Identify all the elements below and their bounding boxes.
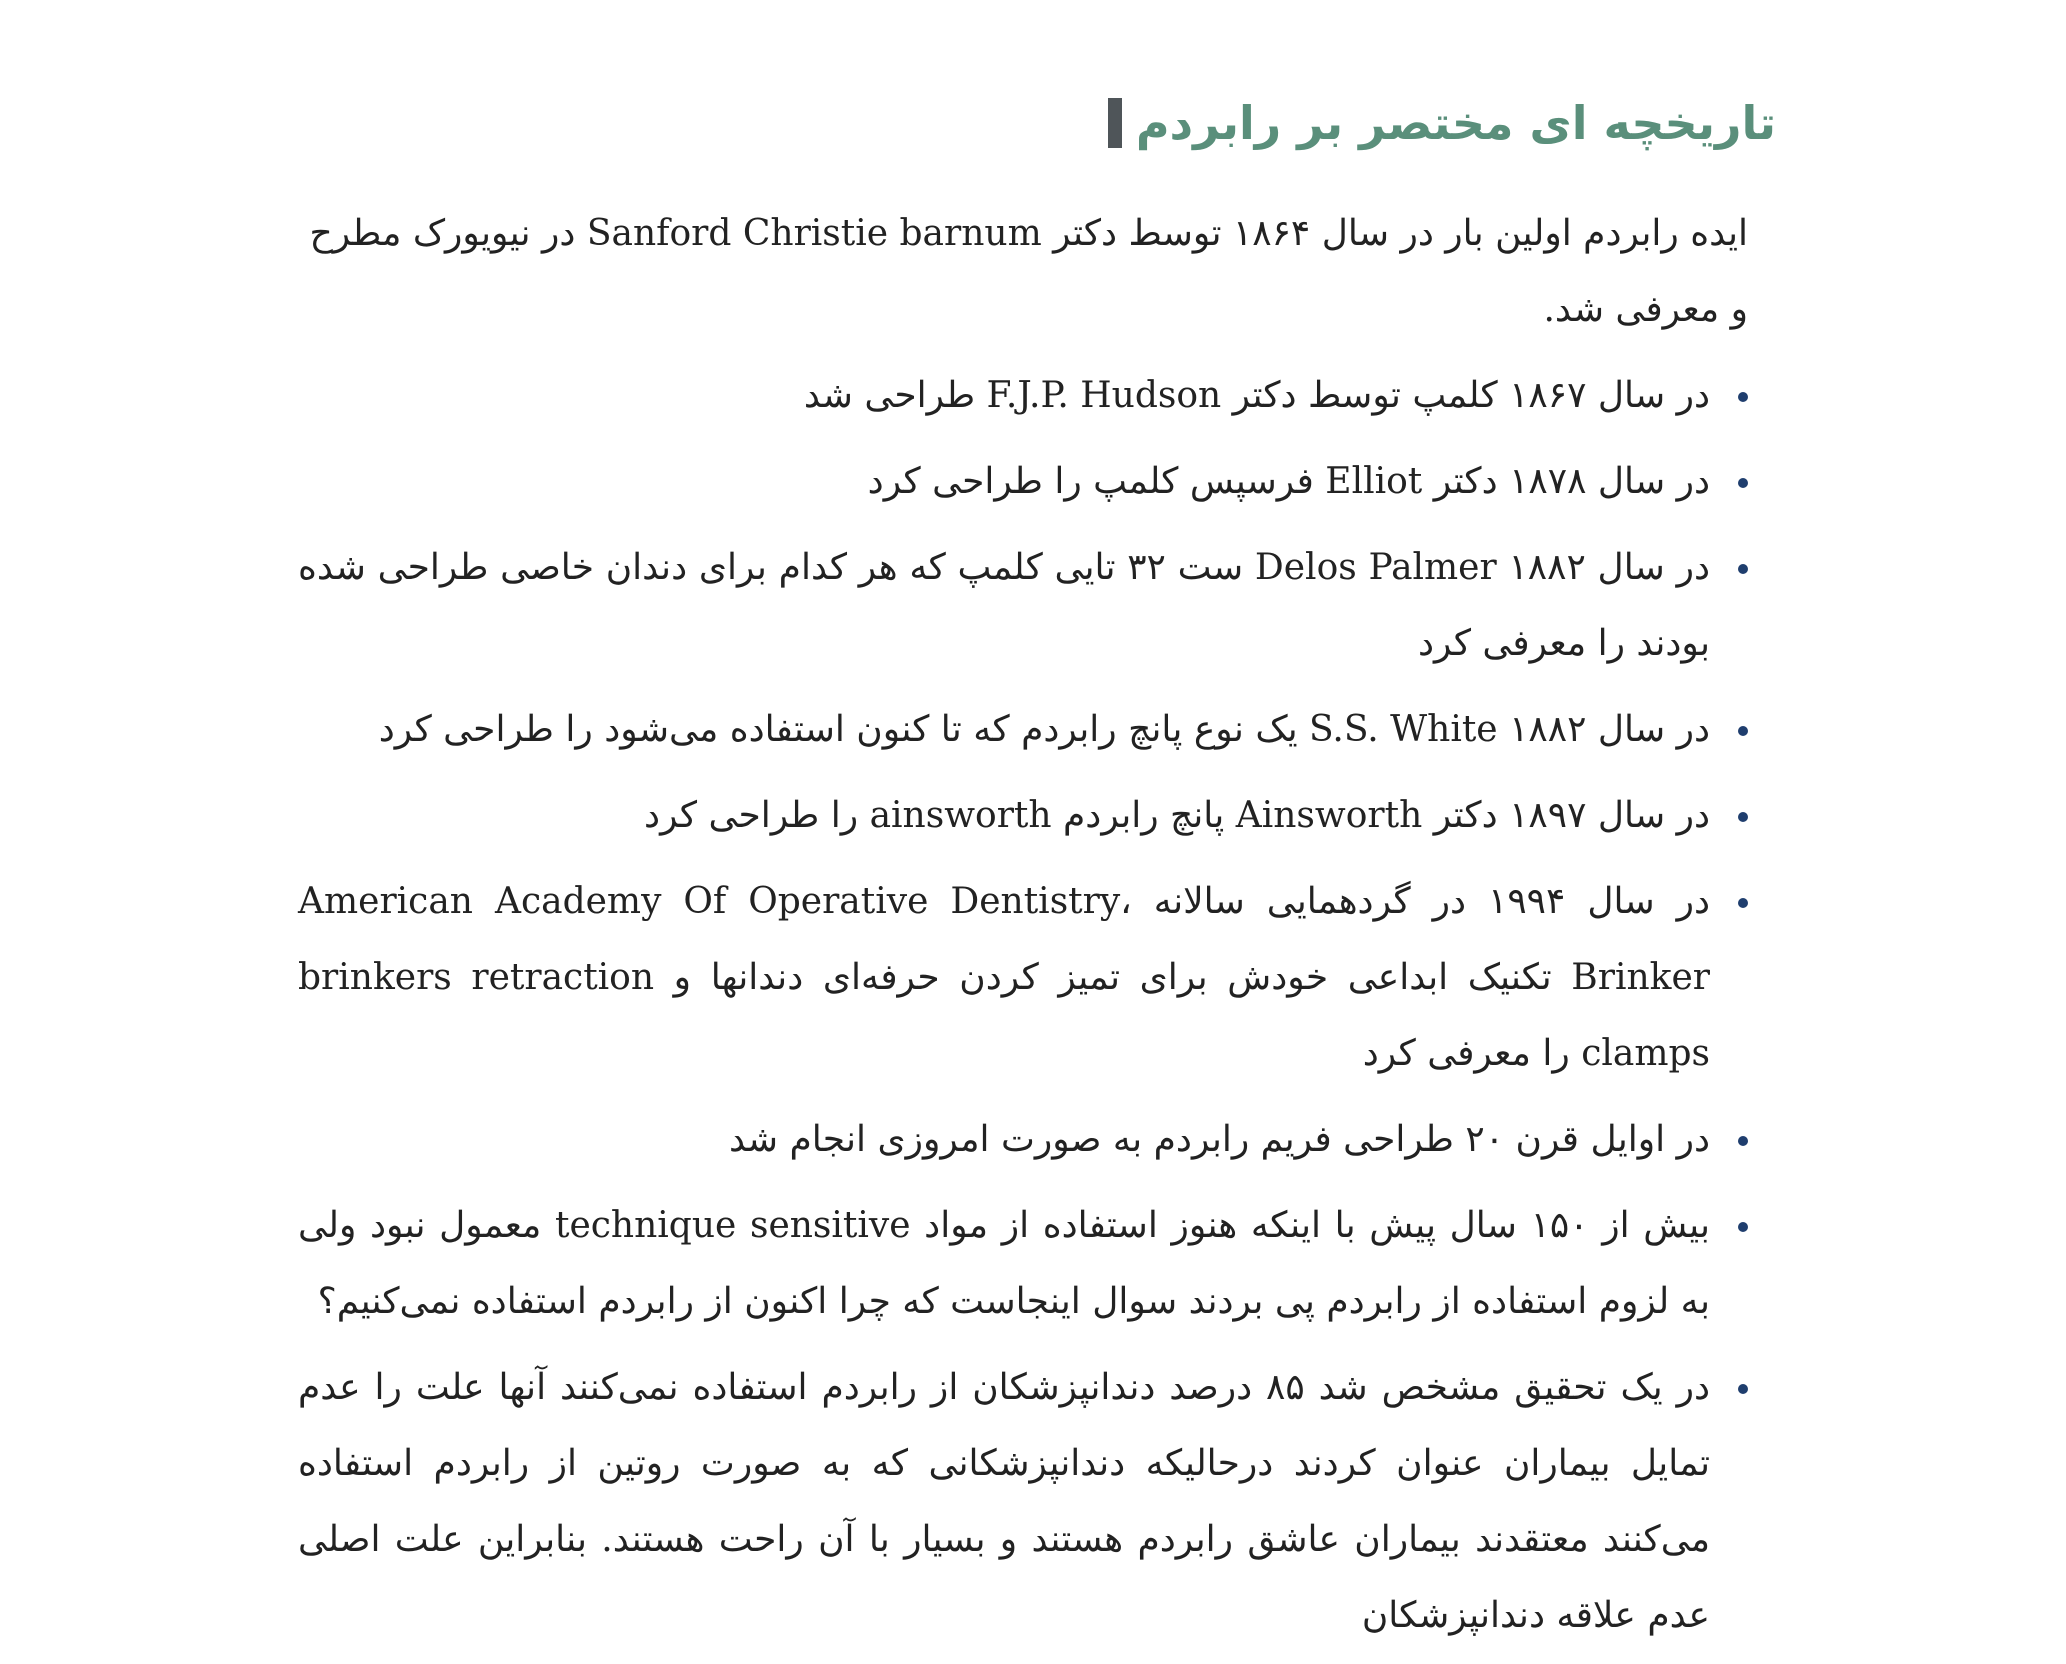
bullet-icon xyxy=(1738,392,1748,402)
bullet-icon xyxy=(1738,812,1748,822)
bullet-icon xyxy=(1738,1222,1748,1232)
bullet-icon xyxy=(1738,1136,1748,1146)
intro-paragraph: ایده رابردم اولین بار در سال ۱۸۶۴ توسط دکتر Sanford Christie barnum در نیویورک مطرح و معرفی شد. xyxy=(309,213,1748,330)
section-heading xyxy=(1108,96,1776,150)
list-item xyxy=(298,1350,1748,1654)
list-item-text: در اوایل قرن ۲۰ طراحی فریم رابردم به صورت امروزی انجام شد xyxy=(728,1119,1710,1160)
bullet-icon xyxy=(1738,898,1748,908)
heading-accent-bar xyxy=(1108,98,1122,148)
list-item xyxy=(298,1102,1748,1178)
heading-title: تاریخچه ای مختصر بر رابردم xyxy=(1135,96,1776,150)
document-body xyxy=(298,196,1748,1664)
list-item-text: در سال ۱۸۹۷ دکتر Ainsworth پانچ رابردم ainsworth را طراحی کرد xyxy=(644,795,1710,836)
list-item-text: در سال ۱۸۶۷ کلمپ توسط دکتر F.J.P. Hudson طراحی شد xyxy=(803,375,1710,416)
list-item-text: در سال ۱۹۹۴ در گردهمایی سالانه American Academy Of Operative Dentistry، Brinker تکنیک ابداعی خودش برای تمیز کردن حرفه‌ای دندانها و brinkers retraction clamps را معرفی کرد xyxy=(298,881,1711,1074)
list-item xyxy=(298,1188,1748,1340)
list-item-text: در سال ۱۸۸۲ Delos Palmer ست ۳۲ تایی کلمپ که هر کدام برای دندان خاصی طراحی شده بودند را معرفی کرد xyxy=(298,547,1710,664)
list-item xyxy=(298,778,1748,854)
bullet-icon xyxy=(1738,564,1748,574)
list-item-text: در سال ۱۸۸۲ S.S. White یک نوع پانچ رابردم که تا کنون استفاده می‌شود را طراحی کرد xyxy=(378,709,1710,750)
list-item-text: در یک تحقیق مشخص شد ۸۵ درصد دندانپزشکان از رابردم استفاده نمی‌کنند آنها علت را عدم تمایل بیماران عنوان کردند درحالیکه دندانپزشکانی که به صورت روتین از رابردم استفاده می‌کنند معتقدند بیماران عاشق رابردم هستند و بسیار با آن راحت هستند. بنابراین علت اصلی عدم علاقه دندانپزشکان xyxy=(298,1367,1711,1636)
list-item xyxy=(298,692,1748,768)
bullet-icon xyxy=(1738,478,1748,488)
list-item xyxy=(298,358,1748,434)
bullet-icon xyxy=(1738,726,1748,736)
list-item xyxy=(298,530,1748,682)
bullet-icon xyxy=(1738,1384,1748,1394)
list-item xyxy=(298,444,1748,520)
history-list xyxy=(298,358,1748,1654)
list-item-text: بیش از ۱۵۰ سال پیش با اینکه هنوز استفاده از مواد technique sensitive معمول نبود ولی به لزوم استفاده از رابردم پی بردند سوال اینجاست که چرا اکنون از رابردم استفاده نمی‌کنیم؟ xyxy=(298,1205,1710,1322)
list-item-text: در سال ۱۸۷۸ دکتر Elliot فرسپس کلمپ را طراحی کرد xyxy=(867,461,1710,502)
list-item xyxy=(298,864,1748,1092)
